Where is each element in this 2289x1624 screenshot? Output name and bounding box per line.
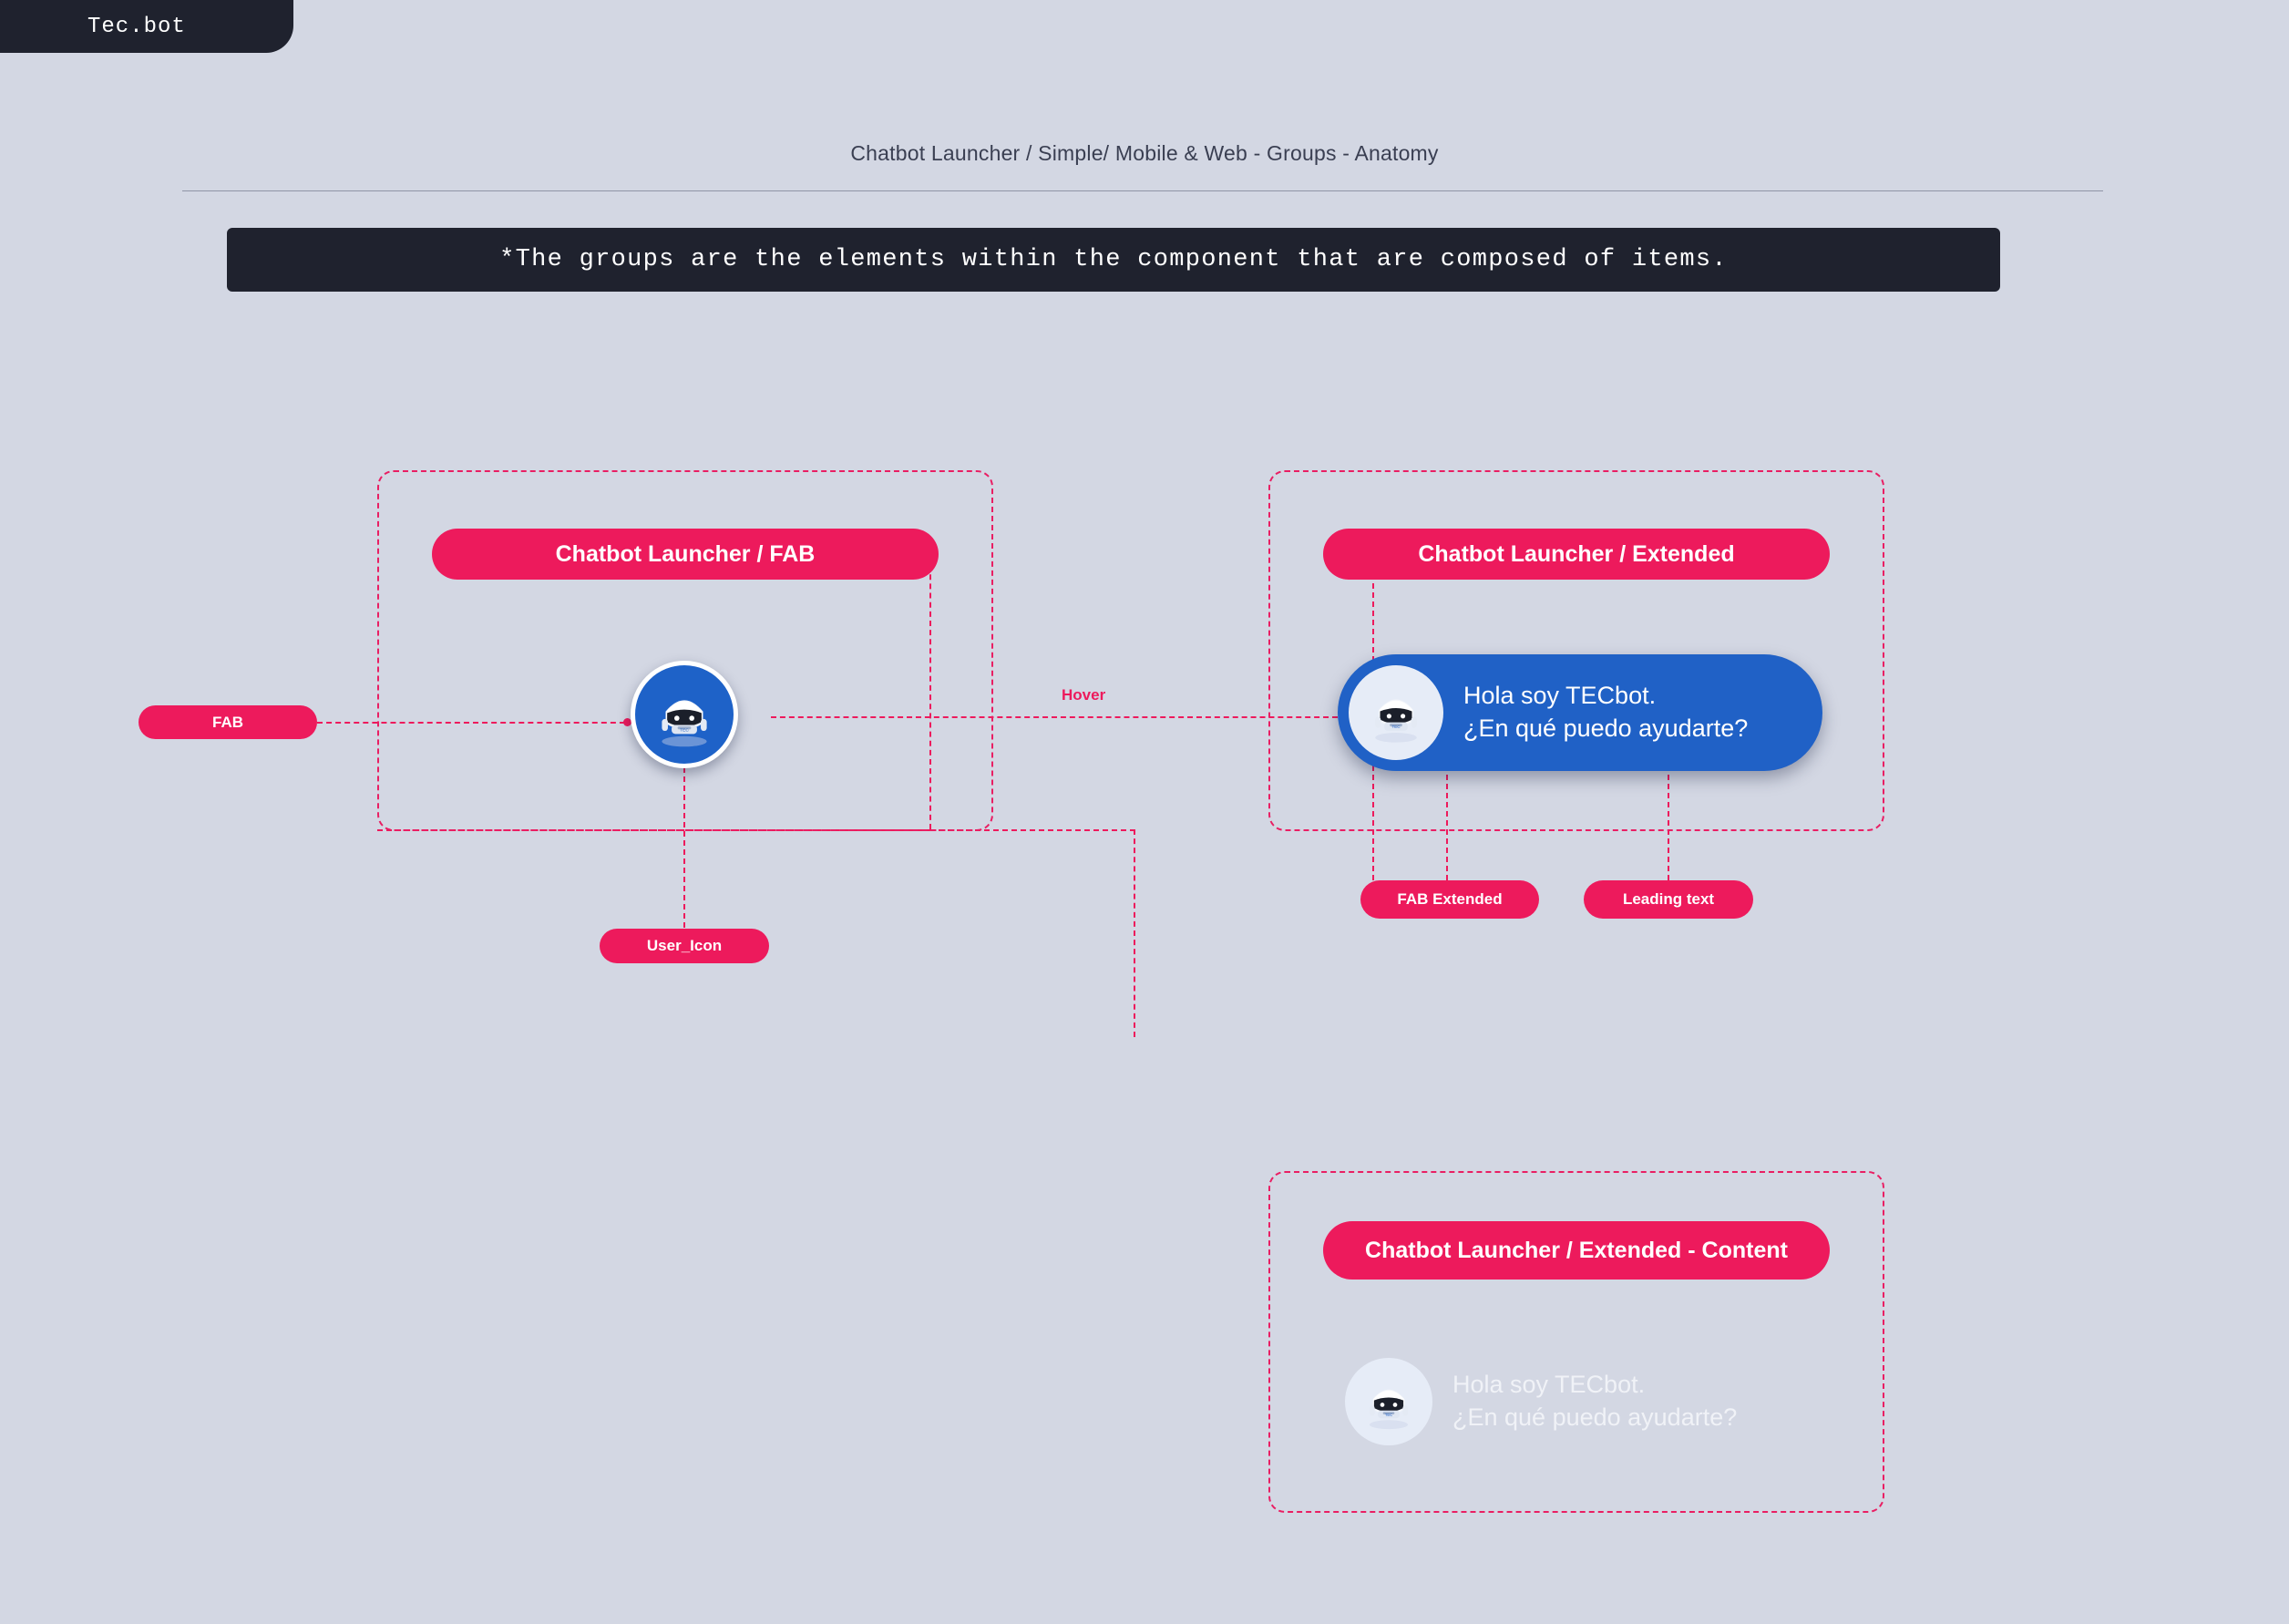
svg-text:TEC: TEC <box>1384 1412 1393 1417</box>
group-frame-extended <box>1268 470 1884 831</box>
svg-text:TEC: TEC <box>680 728 689 734</box>
content-message-line1: Hola soy TECbot. <box>1452 1371 1646 1399</box>
label-user-icon: User_Icon <box>600 929 769 963</box>
brand-label: Tec.bot <box>87 14 186 39</box>
extended-content-sample <box>1345 1358 1737 1445</box>
extended-message <box>1463 680 1748 745</box>
extended-message-line2: ¿En qué puedo ayudarte? <box>1463 714 1749 742</box>
label-leading-text: Leading text <box>1584 880 1753 919</box>
tecbot-avatar-icon <box>647 677 722 752</box>
label-fab-extended: FAB Extended <box>1360 880 1539 919</box>
chatbot-launcher-fab[interactable] <box>631 661 738 768</box>
group-frame-fab <box>377 470 993 831</box>
tecbot-avatar-icon <box>1349 665 1443 760</box>
group-title-extended: Chatbot Launcher / Extended <box>1323 529 1830 580</box>
chatbot-launcher-extended[interactable] <box>1338 654 1822 771</box>
note-banner <box>227 228 2000 292</box>
tecbot-avatar-icon <box>1345 1358 1432 1445</box>
content-message-line2: ¿En qué puedo ayudarte? <box>1452 1403 1738 1431</box>
note-text: *The groups are the elements within the component that are composed of items. <box>499 246 1728 273</box>
extended-message-line1: Hola soy TECbot. <box>1463 682 1657 710</box>
title-divider <box>182 190 2103 191</box>
label-hover-state: Hover <box>1062 686 1106 704</box>
group-title-extended-content: Chatbot Launcher / Extended - Content <box>1323 1221 1830 1280</box>
svg-text:TEC: TEC <box>1391 725 1401 730</box>
brand-tab <box>0 0 293 53</box>
label-fab: FAB <box>139 705 317 739</box>
connector-drop-line <box>1134 829 1135 1037</box>
page-title: Chatbot Launcher / Simple/ Mobile & Web - Groups - Anatomy <box>850 141 1439 165</box>
group-title-fab: Chatbot Launcher / FAB <box>432 529 939 580</box>
content-message <box>1452 1369 1737 1434</box>
